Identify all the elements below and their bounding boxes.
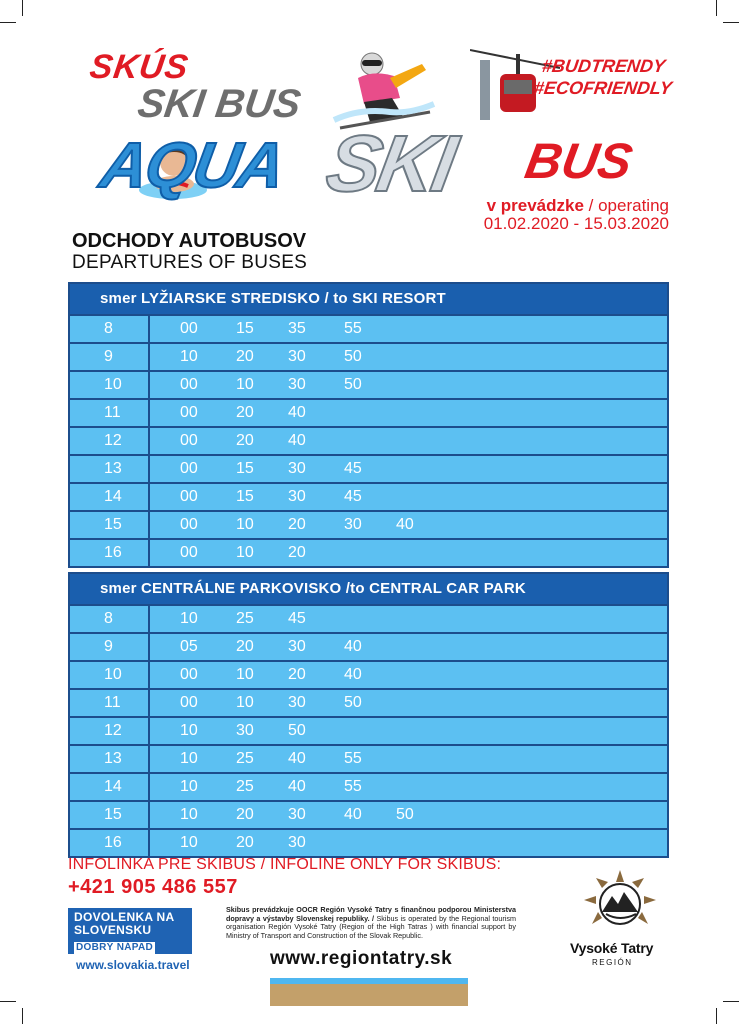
minute-cell: 10 [180,348,198,365]
vysoke-tatry-region: REGIÓN [592,958,633,967]
hour-cell: 10 [70,372,150,398]
table-row [70,660,667,688]
minute-cell: 05 [180,638,198,655]
minute-cell: 50 [344,348,362,365]
minute-cell: 00 [180,432,198,449]
minute-cell: 50 [344,376,362,393]
slovakia-url[interactable]: www.slovakia.travel [76,958,190,972]
timetable-central-car-park [68,572,669,858]
minute-cell: 10 [180,806,198,823]
table-row [70,772,667,800]
timetable-ski-resort [68,282,669,568]
minute-cell: 45 [344,460,362,477]
minute-cell: 10 [236,516,254,533]
table-row [70,800,667,828]
minute-cell: 00 [180,320,198,337]
minute-cell: 50 [344,694,362,711]
minute-cell: 45 [288,610,306,627]
minute-cell: 20 [288,666,306,683]
hour-cell: 9 [70,634,150,660]
table-row [70,744,667,772]
slovakia-line-2: SLOVENSKU [74,923,152,937]
hour-cell: 8 [70,606,150,632]
minute-cell: 30 [288,638,306,655]
hour-cell: 13 [70,746,150,772]
minute-cell: 20 [236,834,254,851]
table-row [70,454,667,482]
vysoke-tatry-name: Vysoké Tatry [570,940,654,956]
minute-cell: 00 [180,404,198,421]
hour-cell: 14 [70,484,150,510]
minute-cell: 35 [288,320,306,337]
minute-cell: 10 [236,376,254,393]
minute-cell: 30 [288,376,306,393]
operator-note-bold: Skibus prevádzkuje OOCR Región Vysoké Tatry s finančnou podporou Ministerstva dopravy a výstavby Slovenskej republiky. / [226,905,516,923]
logo-ski: SKI [320,119,461,208]
minute-cell: 45 [344,488,362,505]
table-row [70,538,667,566]
operating-dates: 01.02.2020 - 15.03.2020 [483,214,669,233]
minute-cell: 30 [288,806,306,823]
table-row [70,716,667,744]
table-row [70,632,667,660]
minute-cell: 10 [180,610,198,627]
departures-subtitle: DEPARTURES OF BUSES [72,252,308,273]
hashtag-ecofriendly: #ECOFRIENDLY [532,78,674,98]
operator-note-rest: Skibus is operated by the Regional tourism organisation Región Vysoké Tatry (Region of the High Tatras ) with financial support by Ministry of Transport and Construction of the Slovak Republic. [226,913,516,940]
minute-cell: 40 [344,666,362,683]
crop-mark [22,0,23,16]
hour-cell: 14 [70,774,150,800]
crop-mark [0,1001,16,1002]
minute-cell: 00 [180,516,198,533]
table-row [70,482,667,510]
minute-cell: 20 [236,404,254,421]
logo-bus: BUS [521,133,637,189]
minute-cell: 15 [236,320,254,337]
minute-cell: 40 [288,404,306,421]
minute-cell: 10 [180,722,198,739]
minute-cell: 15 [236,460,254,477]
minute-cell: 40 [288,432,306,449]
minute-cell: 50 [396,806,414,823]
slovakia-line-1: DOVOLENKA NA [74,910,175,924]
minute-cell: 30 [288,834,306,851]
minute-cell: 00 [180,666,198,683]
minute-cell: 25 [236,610,254,627]
departures-title: ODCHODY AUTOBUSOV [72,230,307,252]
hour-cell: 15 [70,802,150,828]
minute-cell: 40 [288,778,306,795]
hour-cell: 11 [70,400,150,426]
operating-bold: v prevádzke [486,196,584,215]
table-row [70,688,667,716]
hour-cell: 13 [70,456,150,482]
logo-aqua: AQUA [95,129,289,201]
table-row [70,398,667,426]
minute-cell: 20 [236,432,254,449]
minute-cell: 20 [236,638,254,655]
infoline-phone: +421 905 486 557 [68,876,238,898]
table-row [70,342,667,370]
aquaskibus-logo [60,40,680,220]
hour-cell: 12 [70,428,150,454]
operating-rest: / operating [583,196,669,215]
minute-cell: 20 [236,806,254,823]
table-row [70,426,667,454]
hashtag-budtrendy: #BUDTRENDY [540,56,667,76]
minute-cell: 00 [180,488,198,505]
region-url[interactable]: www.regiontatry.sk [270,948,453,969]
table-row [70,370,667,398]
minute-cell: 30 [236,722,254,739]
minute-cell: 55 [344,750,362,767]
hour-cell: 15 [70,512,150,538]
minute-cell: 10 [236,694,254,711]
minute-cell: 10 [236,544,254,561]
minute-cell: 40 [396,516,414,533]
crop-mark [22,1008,23,1024]
table-row [70,604,667,632]
minute-cell: 00 [180,544,198,561]
logo-ski-bus: SKI BUS [134,82,304,126]
minute-cell: 30 [344,516,362,533]
minute-cell: 40 [344,806,362,823]
hour-cell: 16 [70,830,150,856]
minute-cell: 50 [288,722,306,739]
minute-cell: 55 [344,320,362,337]
table-row [70,828,667,856]
logo-skus: SKÚS [87,48,192,86]
stripe-gold [270,984,468,1006]
crop-mark [716,1008,717,1024]
minute-cell: 30 [288,348,306,365]
minute-cell: 00 [180,460,198,477]
slovakia-line-3: DOBRÝ NÁPAD [76,942,154,953]
minute-cell: 40 [344,638,362,655]
minute-cell: 30 [288,488,306,505]
minute-cell: 10 [180,834,198,851]
minute-cell: 30 [288,460,306,477]
crop-mark [723,22,739,23]
hour-cell: 16 [70,540,150,566]
slovakia-travel-logo [68,908,192,954]
operating-label [487,196,669,216]
minute-cell: 00 [180,376,198,393]
operator-note [226,906,516,940]
timetable-heading: smer CENTRÁLNE PARKOVISKO /to CENTRAL CAR PARK [70,574,667,604]
timetable-heading: smer LYŽIARSKE STREDISKO / to SKI RESORT [70,284,667,314]
minute-cell: 20 [288,516,306,533]
minute-cell: 30 [288,694,306,711]
infoline-label: INFOLINKA PRE SKIBUS / INFOLINE ONLY FOR SKIBUS: [68,856,502,873]
minute-cell: 10 [236,666,254,683]
minute-cell: 20 [288,544,306,561]
hour-cell: 8 [70,316,150,342]
crop-mark [723,1001,739,1002]
crop-mark [716,0,717,16]
minute-cell: 40 [288,750,306,767]
minute-cell: 25 [236,750,254,767]
minute-cell: 00 [180,694,198,711]
table-row [70,510,667,538]
crop-mark [0,22,16,23]
hour-cell: 9 [70,344,150,370]
minute-cell: 20 [236,348,254,365]
minute-cell: 10 [180,750,198,767]
minute-cell: 15 [236,488,254,505]
table-row [70,314,667,342]
hour-cell: 10 [70,662,150,688]
vysoke-tatry-logo-icon [580,868,660,940]
hour-cell: 11 [70,690,150,716]
hour-cell: 12 [70,718,150,744]
minute-cell: 10 [180,778,198,795]
minute-cell: 55 [344,778,362,795]
minute-cell: 25 [236,778,254,795]
